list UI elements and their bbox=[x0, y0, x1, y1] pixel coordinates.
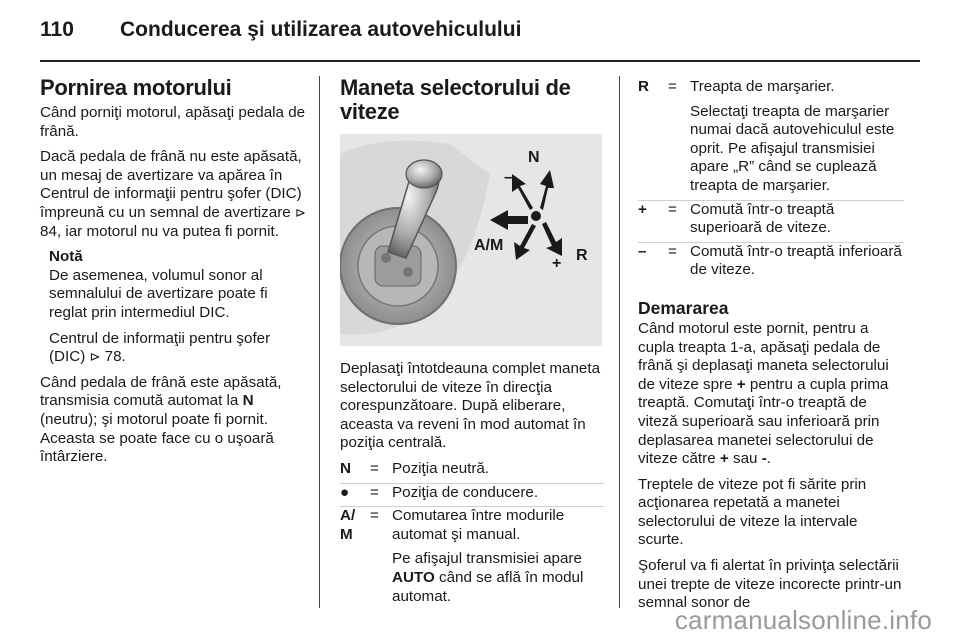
paragraph: Şoferul va fi alertat în privinţa selectării unei trepte de viteze incorecte printr-un semnal sonor de bbox=[638, 557, 902, 612]
gear-definitions-table-continued bbox=[638, 78, 904, 282]
note-title: Notă bbox=[49, 248, 83, 266]
definition-row: + = Comută într-o treaptă superioară de viteze. bbox=[638, 200, 904, 242]
column-3 bbox=[638, 76, 904, 620]
note-box bbox=[49, 248, 306, 367]
page-ref: 84 bbox=[40, 222, 57, 240]
page-title: Conducerea şi utilizarea autovehiculului bbox=[120, 18, 522, 41]
drive-dot-icon bbox=[531, 211, 541, 221]
definition-row: – = Comută într-o treaptă inferioară de viteze. bbox=[638, 242, 902, 279]
label-minus: – bbox=[504, 169, 513, 186]
column-divider-1 bbox=[319, 76, 320, 608]
label-r: R bbox=[576, 247, 588, 264]
column-1 bbox=[40, 76, 306, 474]
paragraph: Când pedala de frână este apăsată, transmisia comută automat la N (neutru); şi motorul poate fi pornit. Aceasta se poate face cu o uşoară întârziere. bbox=[40, 373, 282, 466]
note-paragraph: Centrul de informaţii pentru şofer (DIC) ⊳ 78. bbox=[49, 329, 271, 366]
page-ref: 78 bbox=[104, 348, 122, 366]
page-ref-icon: ⊳ bbox=[294, 204, 306, 220]
paragraph: Când motorul este pornit, pentru a cupla treapta 1-a, apăsaţi pedala de frână şi deplasaţi maneta selectorului de viteze spre + pentru a cupla prima treaptă. Comutaţi într-o treaptă de viteză superioară sau inferioară prin deplasarea manetei selectorului de viteze către + sau -. bbox=[638, 319, 889, 468]
gear-selector-illustration bbox=[340, 134, 602, 346]
column-divider-2 bbox=[619, 76, 620, 608]
section-heading-starting-off: Demararea bbox=[638, 297, 729, 318]
gear-lever-drawing bbox=[340, 134, 602, 346]
watermark: carmanualsonline.info bbox=[674, 605, 932, 635]
label-plus: + bbox=[552, 255, 562, 272]
paragraph: Dacă pedala de frână nu este apăsată, un mesaj de avertizare va apărea în Centrul de informaţii pentru şofer (DIC) împreună cu un semnal de avertizare ⊳ 84, iar motorul nu va putea fi pornit. bbox=[40, 148, 306, 240]
note-paragraph: De asemenea, volumul sonor al semnalului de avertizare poate fi reglat prin intermediul DIC. bbox=[49, 266, 268, 321]
label-n: N bbox=[528, 149, 540, 166]
definition-row: N = Poziţia neutră. bbox=[340, 460, 604, 483]
header-rule bbox=[40, 60, 920, 62]
page-ref-icon: ⊳ bbox=[89, 349, 101, 365]
definition-row: R = Treapta de marşarier. Selectaţi treapta de marşarier numai dacă autovehiculul este oprit. Pe afişajul transmisiei apare „R” când se cuplează treapta de marşarier. bbox=[638, 78, 904, 200]
paragraph: Treptele de viteze pot fi sărite prin acţionarea repetată a manetei selectorului de viteze la intervale scurte. bbox=[638, 475, 867, 549]
paragraph: Când porniţi motorul, apăsaţi pedala de frână. bbox=[40, 104, 306, 140]
page-header bbox=[40, 18, 920, 62]
definition-row: A/ M = Comutarea între modurile automat şi manual. Pe afişajul transmisiei apare AUTO când se află în modul automat. bbox=[340, 507, 584, 605]
column-2 bbox=[340, 76, 604, 608]
paragraph: Deplasaţi întotdeauna complet maneta selectorului de viteze în direcţia corespunzătoare. După eliberare, aceasta va reveni în mod automat în poziţia centrală. bbox=[340, 360, 601, 452]
definition-row: ● = Poziţia de conducere. bbox=[340, 483, 604, 507]
section-heading-start-engine: Pornirea motorului bbox=[40, 75, 232, 100]
section-heading-gear-selector: Maneta selectorului de viteze bbox=[340, 75, 571, 124]
gear-definitions-table bbox=[340, 460, 604, 608]
page-number: 110 bbox=[40, 18, 74, 41]
label-am: A/M bbox=[474, 237, 504, 254]
